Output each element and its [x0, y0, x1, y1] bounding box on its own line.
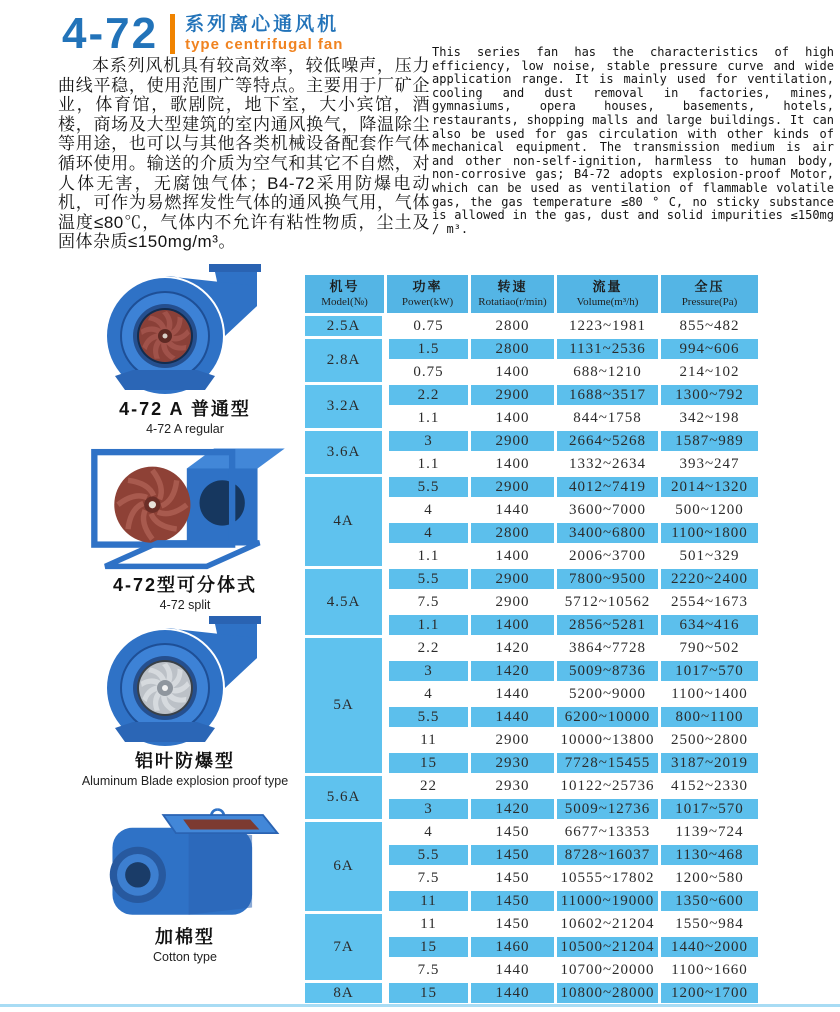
- spec-cell: 1450: [470, 821, 556, 844]
- series-title-en: type centrifugal fan: [185, 36, 344, 54]
- series-title-cn: 系列离心通风机: [185, 14, 340, 36]
- spec-cell: 500~1200: [660, 499, 760, 522]
- spec-cell: 22: [386, 775, 470, 798]
- spec-cell: 1400: [470, 407, 556, 430]
- spec-cell: 5009~12736: [556, 798, 660, 821]
- spec-cell: 2800: [470, 338, 556, 361]
- spec-cell: 4: [386, 683, 470, 706]
- spec-cell: 11000~19000: [556, 890, 660, 913]
- spec-cell: 342~198: [660, 407, 760, 430]
- spec-cell: 4: [386, 821, 470, 844]
- spec-row: [304, 476, 760, 499]
- spec-cell: 1.5: [386, 338, 470, 361]
- spec-cell: 1223~1981: [556, 315, 660, 338]
- model-cell: 3.6A: [304, 430, 386, 476]
- spec-cell: 3600~7000: [556, 499, 660, 522]
- spec-cell: 2664~5268: [556, 430, 660, 453]
- page-header: [62, 9, 344, 58]
- spec-cell: 10122~25736: [556, 775, 660, 798]
- spec-cell: 6677~13353: [556, 821, 660, 844]
- product-list: [62, 258, 308, 962]
- spec-row: [304, 775, 760, 798]
- header-titles: [185, 14, 343, 53]
- spec-cell: 800~1100: [660, 706, 760, 729]
- spec-cell: 393~247: [660, 453, 760, 476]
- spec-cell: 5.5: [386, 844, 470, 867]
- spec-cell: 11: [386, 913, 470, 936]
- spec-row: [304, 338, 760, 361]
- spec-cell: 3: [386, 660, 470, 683]
- spec-cell: 4: [386, 499, 470, 522]
- spec-row: [304, 430, 760, 453]
- spec-row: [304, 913, 760, 936]
- spec-table-wrapper: [302, 272, 761, 1006]
- product-caption-en: Cotton type: [153, 950, 217, 964]
- spec-cell: 2800: [470, 522, 556, 545]
- spec-cell: 3: [386, 798, 470, 821]
- spec-cell: 10555~17802: [556, 867, 660, 890]
- spec-cell: 1450: [470, 890, 556, 913]
- model-cell: 4.5A: [304, 568, 386, 637]
- spec-cell: 1400: [470, 614, 556, 637]
- spec-cell: 1460: [470, 936, 556, 959]
- spec-cell: 10602~21204: [556, 913, 660, 936]
- spec-cell: 7.5: [386, 959, 470, 982]
- spec-cell: 5.5: [386, 568, 470, 591]
- model-cell: 7A: [304, 913, 386, 982]
- spec-cell: 0.75: [386, 361, 470, 384]
- spec-cell: 2554~1673: [660, 591, 760, 614]
- spec-cell: 214~102: [660, 361, 760, 384]
- product-item-regular: [62, 258, 308, 434]
- spec-cell: 5009~8736: [556, 660, 660, 683]
- spec-cell: 7.5: [386, 867, 470, 890]
- spec-cell: 15: [386, 936, 470, 959]
- spec-cell: 10700~20000: [556, 959, 660, 982]
- spec-cell: 3400~6800: [556, 522, 660, 545]
- spec-cell: 2.2: [386, 384, 470, 407]
- spec-row: [304, 982, 760, 1005]
- spec-cell: 1400: [470, 453, 556, 476]
- product-caption-en: 4-72 A regular: [146, 422, 224, 436]
- spec-cell: 1200~580: [660, 867, 760, 890]
- spec-cell: 2500~2800: [660, 729, 760, 752]
- spec-row: [304, 568, 760, 591]
- spec-cell: 2006~3700: [556, 545, 660, 568]
- spec-cell: 10800~28000: [556, 982, 660, 1005]
- spec-cell: 11: [386, 729, 470, 752]
- spec-cell: 4012~7419: [556, 476, 660, 499]
- spec-cell: 2900: [470, 430, 556, 453]
- spec-column-header: 全压 Pressure(Pa): [660, 274, 760, 315]
- spec-cell: 1450: [470, 867, 556, 890]
- model-cell: 5A: [304, 637, 386, 775]
- page-bottom-rule: [0, 1004, 840, 1007]
- spec-header-row: [304, 274, 760, 315]
- spec-cell: 855~482: [660, 315, 760, 338]
- spec-column-header: 流量 Volume(m³/h): [556, 274, 660, 315]
- product-caption-cn: 铝叶防爆型: [135, 751, 235, 771]
- spec-cell: 2220~2400: [660, 568, 760, 591]
- spec-cell: 7800~9500: [556, 568, 660, 591]
- spec-cell: 2900: [470, 568, 556, 591]
- spec-cell: 4152~2330: [660, 775, 760, 798]
- spec-cell: 3187~2019: [660, 752, 760, 775]
- spec-cell: 6200~10000: [556, 706, 660, 729]
- spec-cell: 688~1210: [556, 361, 660, 384]
- spec-cell: 1350~600: [660, 890, 760, 913]
- spec-cell: 10000~13800: [556, 729, 660, 752]
- spec-cell: 1130~468: [660, 844, 760, 867]
- spec-cell: 1.1: [386, 453, 470, 476]
- product-item-cotton: [62, 786, 308, 962]
- spec-cell: 5712~10562: [556, 591, 660, 614]
- spec-cell: 8728~16037: [556, 844, 660, 867]
- product-caption-cn: 4-72型可分体式: [112, 575, 258, 595]
- model-cell: 2.8A: [304, 338, 386, 384]
- spec-cell: 1440: [470, 959, 556, 982]
- spec-cell: 3: [386, 430, 470, 453]
- spec-cell: 15: [386, 982, 470, 1005]
- spec-cell: 1200~1700: [660, 982, 760, 1005]
- product-item-aluminum: [62, 610, 308, 786]
- spec-cell: 1688~3517: [556, 384, 660, 407]
- spec-cell: 1139~724: [660, 821, 760, 844]
- spec-row: [304, 637, 760, 660]
- model-cell: 3.2A: [304, 384, 386, 430]
- spec-cell: 1300~792: [660, 384, 760, 407]
- model-cell: 6A: [304, 821, 386, 913]
- spec-cell: 1440~2000: [660, 936, 760, 959]
- spec-row: [304, 315, 760, 338]
- fan-regular-image: [69, 258, 301, 394]
- spec-cell: 501~329: [660, 545, 760, 568]
- model-cell: 2.5A: [304, 315, 386, 338]
- spec-cell: 2900: [470, 384, 556, 407]
- model-cell: 8A: [304, 982, 386, 1005]
- spec-cell: 7.5: [386, 591, 470, 614]
- spec-column-header: 功率 Power(kW): [386, 274, 470, 315]
- fan-aluminum-image: [69, 610, 301, 746]
- spec-cell: 1.1: [386, 545, 470, 568]
- spec-table: [302, 272, 761, 1006]
- spec-cell: 1400: [470, 361, 556, 384]
- spec-cell: 1450: [470, 913, 556, 936]
- intro-paragraph-cn: 本系列风机具有较高效率，较低噪声，压力曲线平稳，使用范围广等特点。主要用于厂矿企业，体育馆，歌剧院，地下室，大小宾馆，酒楼，商场及大型建筑的室内通风换气，降温除尘等用途，也可以与其他各类机械设备配套作气体循环使用。输送的介质为空气和其它不自燃，对人体无害，无腐蚀气体；B4-72采用防爆电动机，可作为易燃挥发性气体的通风换气用，气体温度≤80℃，气体内不允许有粘性物质，尘土及固体杂质≤150mg/m³。: [58, 56, 430, 252]
- spec-row: [304, 821, 760, 844]
- spec-cell: 7728~15455: [556, 752, 660, 775]
- fan-cotton-image: [69, 786, 301, 922]
- spec-cell: 2856~5281: [556, 614, 660, 637]
- spec-cell: 1420: [470, 637, 556, 660]
- spec-cell: 1550~984: [660, 913, 760, 936]
- spec-cell: 2800: [470, 315, 556, 338]
- spec-cell: 1100~1800: [660, 522, 760, 545]
- spec-cell: 4: [386, 522, 470, 545]
- spec-cell: 2900: [470, 591, 556, 614]
- spec-cell: 11: [386, 890, 470, 913]
- fan-split-image: [69, 434, 301, 570]
- model-cell: 5.6A: [304, 775, 386, 821]
- spec-column-header: 转速 Rotatiao(r/min): [470, 274, 556, 315]
- spec-cell: 3864~7728: [556, 637, 660, 660]
- spec-cell: 2900: [470, 476, 556, 499]
- spec-cell: 994~606: [660, 338, 760, 361]
- spec-cell: 844~1758: [556, 407, 660, 430]
- product-caption-cn: 4-72 A 普通型: [119, 399, 251, 419]
- spec-cell: 1131~2536: [556, 338, 660, 361]
- product-caption-cn: 加棉型: [155, 927, 215, 947]
- spec-cell: 15: [386, 752, 470, 775]
- spec-cell: 1440: [470, 706, 556, 729]
- spec-cell: 1450: [470, 844, 556, 867]
- spec-cell: 2900: [470, 729, 556, 752]
- product-caption-en: Aluminum Blade explosion proof type: [81, 774, 289, 788]
- spec-cell: 2.2: [386, 637, 470, 660]
- spec-cell: 2014~1320: [660, 476, 760, 499]
- intro-paragraph-en: This series fan has the characteristics of high efficiency, low noise, stable pressure curve and wide application range. It is mainly used for ventilation, cooling and dust removal in factories, mines, gymnasiums, opera houses, basements, hotels, restaurants, shopping malls and large buildings. It can also be used for gas circulation with other kinds of mechanical equipment. The transmission medium is air and other non-self-ignition, harmless to human body, non-corrosive gas; B4-72 adopts explosion-proof Motor, which can be used as ventilation of flammable volatile gas, the gas temperature ≤80 ° C, no sticky substance is allowed in the gas, dust and solid impurities ≤150mg / m³.: [432, 45, 834, 236]
- spec-cell: 2930: [470, 752, 556, 775]
- spec-cell: 1017~570: [660, 798, 760, 821]
- product-item-split: [62, 434, 308, 610]
- spec-cell: 2930: [470, 775, 556, 798]
- spec-cell: 1332~2634: [556, 453, 660, 476]
- product-caption-en: 4-72 split: [159, 598, 211, 612]
- spec-cell: 1.1: [386, 614, 470, 637]
- spec-cell: 5200~9000: [556, 683, 660, 706]
- spec-cell: 5.5: [386, 476, 470, 499]
- spec-table-body: [304, 315, 760, 1005]
- spec-cell: 1420: [470, 798, 556, 821]
- page-title: 4-72: [62, 9, 159, 58]
- spec-cell: 1587~989: [660, 430, 760, 453]
- spec-cell: 0.75: [386, 315, 470, 338]
- spec-cell: 10500~21204: [556, 936, 660, 959]
- spec-column-header: 机号 Model(№): [304, 274, 386, 315]
- spec-cell: 1017~570: [660, 660, 760, 683]
- spec-cell: 1440: [470, 499, 556, 522]
- spec-cell: 5.5: [386, 706, 470, 729]
- spec-cell: 1.1: [386, 407, 470, 430]
- spec-cell: 1440: [470, 982, 556, 1005]
- header-divider-bar: [170, 14, 175, 54]
- spec-cell: 790~502: [660, 637, 760, 660]
- spec-cell: 1440: [470, 683, 556, 706]
- model-cell: 4A: [304, 476, 386, 568]
- spec-row: [304, 384, 760, 407]
- spec-cell: 634~416: [660, 614, 760, 637]
- spec-cell: 1400: [470, 545, 556, 568]
- spec-cell: 1420: [470, 660, 556, 683]
- spec-cell: 1100~1400: [660, 683, 760, 706]
- spec-cell: 1100~1660: [660, 959, 760, 982]
